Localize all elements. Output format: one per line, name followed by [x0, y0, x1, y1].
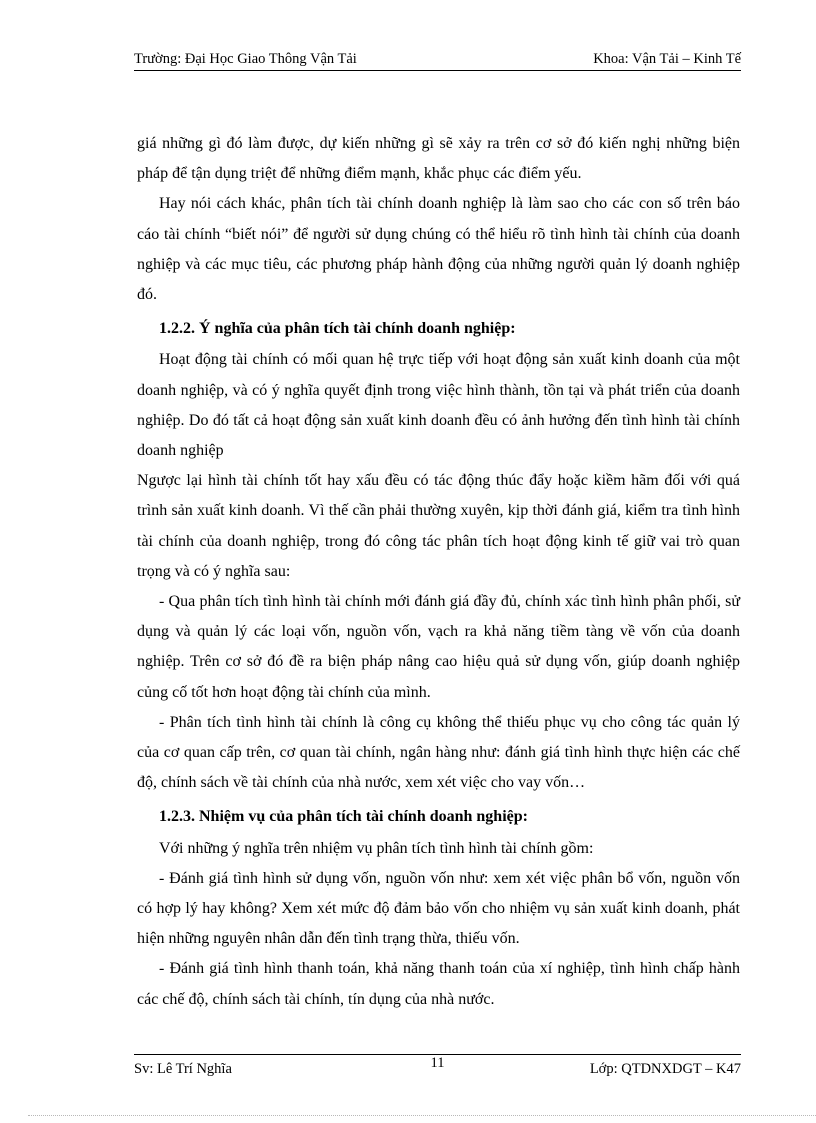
page-edge-divider: [28, 1115, 816, 1116]
section-heading-1-2-3: 1.2.3. Nhiệm vụ của phân tích tài chính doanh nghiệp:: [159, 808, 528, 826]
page-number: 11: [430, 1055, 445, 1071]
footer-class: Lớp: QTDNXDGT – K47: [589, 1061, 741, 1077]
page-footer: [134, 1054, 741, 1079]
header-school: Trường: Đại Học Giao Thông Vận Tải: [134, 51, 357, 67]
paragraph-financial-activity: Hoạt động tài chính có mối quan hệ trực tiếp với hoạt động sản xuất kinh doanh của một doanh nghiệp, và có ý nghĩa quyết định trong việc hình thành, tồn tại và phát triển của doanh nghiệp. Do đó tất cả hoạt động sản xuất kinh doanh đều có ảnh hưởng đến tình hình tài chính doanh nghiệp: [137, 351, 740, 460]
document-body: [137, 129, 740, 1015]
page-header: [134, 50, 741, 71]
list-item-capital-usage: - Đánh giá tình hình sử dụng vốn, nguồn vốn như: xem xét việc phân bổ vốn, nguồn vốn có hợp lý hay không? Xem xét mức độ đảm bảo vốn cho nhiệm vụ sản xuất kinh doanh, phát hiện những nguyên nhân dẫn đến tình trạng thừa, thiếu vốn.: [137, 869, 740, 948]
paragraph-financial-analysis: Hay nói cách khác, phân tích tài chính doanh nghiệp là làm sao cho các con số trên báo cáo tài chính “biết nói” để người sử dụng chúng có thể hiểu rõ tình hình tài chính của doanh nghiệp và các mục tiêu, các phương pháp hành động của những người quản lý doanh nghiệp đó.: [137, 195, 740, 304]
list-item-analysis-evaluation: - Qua phân tích tình hình tài chính mới đánh giá đầy đủ, chính xác tình hình phân phối, sử dụng và quản lý các loại vốn, nguồn vốn, vạch ra khả năng tiềm tàng về vốn của doanh nghiệp. Trên cơ sở đó đề ra biện pháp nâng cao hiệu quả sử dụng vốn, giúp doanh nghiệp củng cố tốt hơn hoạt động tài chính của mình.: [137, 593, 740, 701]
paragraph-tasks-intro: Với những ý nghĩa trên nhiệm vụ phân tích tình hình tài chính gồm:: [159, 839, 594, 857]
paragraph-continuation: giá những gì đó làm được, dự kiến những gì sẽ xảy ra trên cơ sở đó kiến nghị những biện pháp để tận dụng triệt để những điểm mạnh, khắc phục các điểm yếu.: [137, 135, 740, 183]
list-item-management-tool: - Phân tích tình hình tài chính là công cụ không thể thiếu phục vụ cho công tác quản lý của cơ quan cấp trên, cơ quan tài chính, ngân hàng như: đánh giá tình hình thực hiện các chế độ, chính sách về tài chính của nhà nước, xem xét việc cho vay vốn…: [137, 713, 740, 792]
header-faculty: Khoa: Vận Tải – Kinh Tế: [593, 51, 741, 67]
section-heading-1-2-2: 1.2.2. Ý nghĩa của phân tích tài chính doanh nghiệp:: [159, 320, 516, 338]
footer-student: Sv: Lê Trí Nghĩa: [134, 1061, 232, 1077]
paragraph-conversely: Ngược lại hình tài chính tốt hay xấu đều có tác động thúc đẩy hoặc kiềm hãm đối với quá trình sản xuất kinh doanh. Vì thế cần phải thường xuyên, kịp thời đánh giá, kiểm tra tình hình tài chính của doanh nghiệp, trong đó công tác phân tích hoạt động kinh tế giữ vai trò quan trọng và có ý nghĩa sau:: [137, 472, 740, 580]
list-item-payment-status: - Đánh giá tình hình thanh toán, khả năng thanh toán của xí nghiệp, tình hình chấp hành các chế độ, chính sách tài chính, tín dụng của nhà nước.: [137, 960, 740, 1008]
